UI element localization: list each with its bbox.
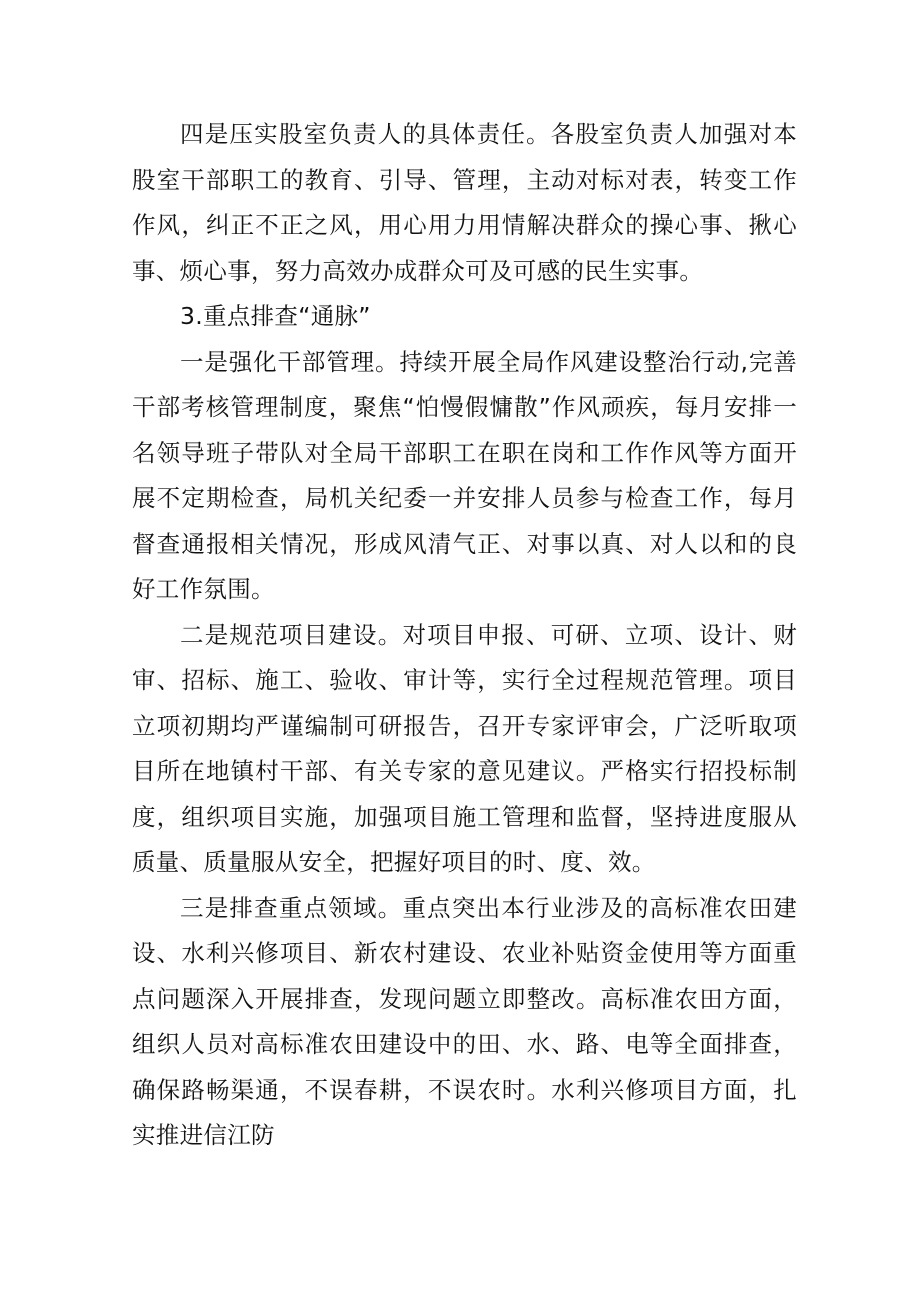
paragraph-key-areas: 三是排查重点领域。重点突出本行业涉及的高标准农田建设、水利兴修项目、新农村建设、农业补贴资金使用等方面重点问题深入开展排查，发现问题立即整改。高标准农田方面，组织人员对高标准农田建设中的田、水、路、电等全面排查，确保路畅渠通，不误春耕，不误农时。水利兴修项目方面，扎实推进信江防 bbox=[132, 893, 797, 1149]
paragraph-cadre-management: 一是强化干部管理。持续开展全局作风建设整治行动,完善干部考核管理制度，聚焦“怕慢假慵散”作风顽疾，每月安排一名领导班子带队对全局干部职工在职在岗和工作作风等方面开展不定期检查，局机关纪委一并安排人员参与检查工作，每月督查通报相关情况，形成风清气正、对事以真、对人以和的良好工作氛围。 bbox=[132, 347, 797, 603]
document-body bbox=[132, 112, 797, 1159]
section-heading-key-inspection: 3.重点排查“通脉” bbox=[180, 302, 371, 330]
paragraph-duty-responsibility: 四是压实股室负责人的具体责任。各股室负责人加强对本股室干部职工的教育、引导、管理，主动对标对表，转变工作作风，纠正不正之风，用心用力用情解决群众的操心事、揪心事、烦心事，努力高效办成群众可及可感的民生实事。 bbox=[132, 120, 797, 285]
paragraph-project-construction: 二是规范项目建设。对项目申报、可研、立项、设计、财审、招标、施工、验收、审计等，实行全过程规范管理。项目立项初期均严谨编制可研报告，召开专家评审会，广泛听取项目所在地镇村干部、有关专家的意见建议。严格实行招投标制度，组织项目实施，加强项目施工管理和监督，坚持进度服从质量、质量服从安全，把握好项目的时、度、效。 bbox=[132, 620, 797, 876]
